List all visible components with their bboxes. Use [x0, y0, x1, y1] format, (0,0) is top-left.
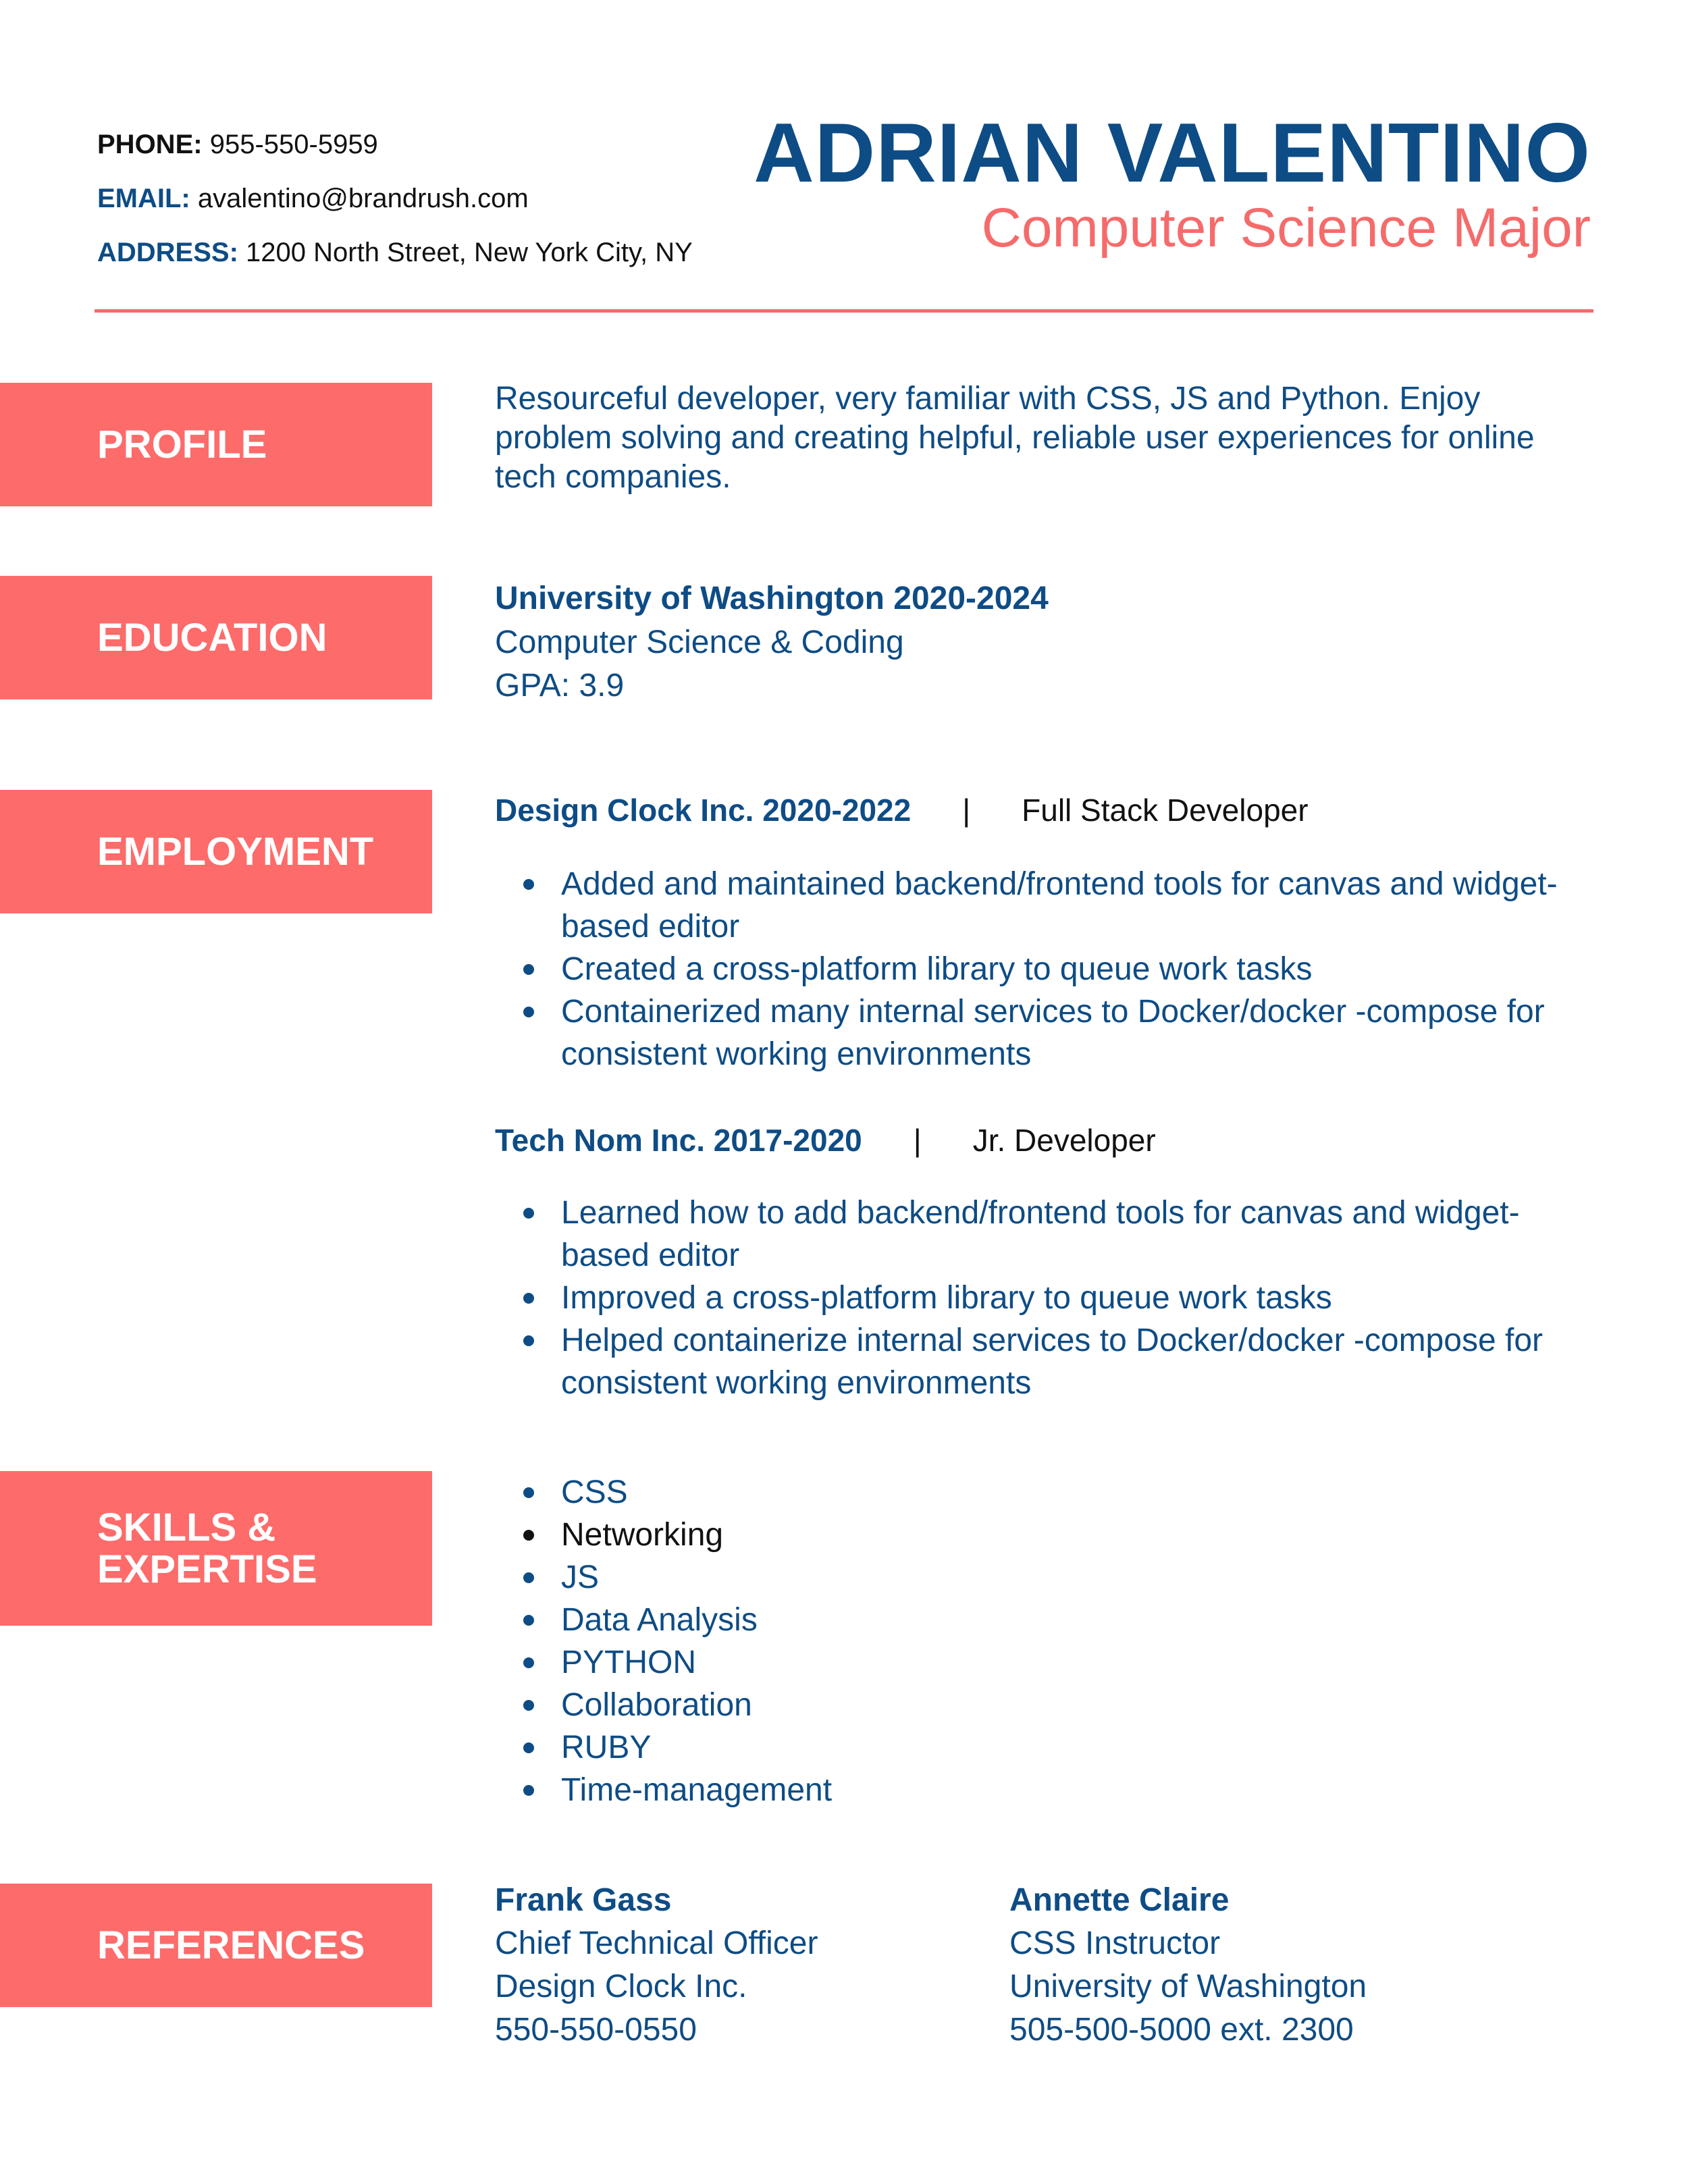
bullet-icon [523, 1530, 534, 1541]
bullet-icon [523, 1785, 534, 1796]
bullet-icon [523, 1208, 534, 1219]
bullet-icon [523, 1335, 534, 1346]
bullet-icon [523, 1487, 534, 1498]
section-label-skills [0, 1471, 432, 1626]
list-item-text: Learned how to add backend/frontend tools for canvas and widget-based editor [561, 1195, 1520, 1273]
skill-item [495, 1684, 1602, 1726]
list-item [495, 990, 1575, 1075]
reference-phone: 550-550-0550 [495, 2012, 697, 2048]
reference-card [495, 1879, 981, 2052]
education-school: University of Washington 2020-2024 [495, 581, 1049, 616]
skill-item [495, 1514, 1602, 1556]
skill-text: Collaboration [561, 1687, 752, 1723]
reference-name: Frank Gass [495, 1882, 672, 1918]
reference-card [1009, 1879, 1590, 2052]
bullet-icon [523, 879, 534, 890]
reference-title: Chief Technical Officer [495, 1925, 818, 1961]
list-item-text: Helped containerize internal services to Docker/docker -compose for consistent working environments [561, 1323, 1543, 1401]
contact-phone [97, 128, 378, 161]
job-header [495, 1121, 1602, 1159]
skill-text: CSS [561, 1474, 628, 1510]
job-role: Full Stack Developer [1022, 793, 1309, 828]
job-header [495, 791, 1602, 829]
contact-address [97, 236, 693, 269]
skill-item [495, 1599, 1602, 1641]
job-role: Jr. Developer [972, 1123, 1156, 1158]
reference-company: University of Washington [1009, 1969, 1367, 2004]
bullet-icon [523, 1007, 534, 1017]
list-item [495, 1192, 1575, 1277]
bullet-icon [523, 1657, 534, 1668]
bullet-icon [523, 1742, 534, 1753]
phone-label: PHONE: [97, 130, 203, 159]
skill-text: Data Analysis [561, 1602, 758, 1638]
job-bullets [495, 1192, 1575, 1404]
skill-text: JS [561, 1560, 600, 1595]
bullet-icon [523, 1615, 534, 1626]
reference-name: Annette Claire [1009, 1882, 1230, 1918]
skills-label: SKILLS & EXPERTISE [97, 1505, 317, 1591]
skill-text: Time-management [561, 1772, 833, 1808]
contact-email [97, 182, 529, 215]
candidate-name: ADRIAN VALENTINO [754, 107, 1591, 200]
job-bullets [495, 863, 1575, 1075]
email-value: avalentino@brandrush.com [197, 184, 529, 213]
section-label-profile [0, 383, 432, 506]
job-separator: | [913, 1123, 922, 1158]
skill-item [495, 1769, 1602, 1811]
list-item-text: Added and maintained backend/frontend tools for canvas and widget-based editor [561, 866, 1558, 944]
list-item [495, 863, 1575, 948]
list-item [495, 1319, 1575, 1404]
job-separator: | [962, 793, 971, 828]
education-label: EDUCATION [97, 615, 327, 660]
address-label: ADDRESS: [97, 238, 238, 267]
list-item-text: Created a cross-platform library to queue work tasks [561, 951, 1313, 987]
skill-text: RUBY [561, 1730, 652, 1765]
references-label: REFERENCES [97, 1923, 365, 1967]
bullet-icon [523, 1293, 534, 1304]
skills-list [495, 1471, 1602, 1811]
list-item-text: Improved a cross-platform library to queue work tasks [561, 1280, 1332, 1316]
address-value: 1200 North Street, New York City, NY [246, 238, 693, 267]
skill-item [495, 1471, 1602, 1514]
job-company: Tech Nom Inc. 2017-2020 [495, 1123, 862, 1158]
bullet-icon [523, 964, 534, 975]
job-company: Design Clock Inc. 2020-2022 [495, 793, 912, 828]
education-gpa: GPA: 3.9 [495, 668, 625, 703]
bullet-icon [523, 1700, 534, 1711]
job-entry [495, 791, 1602, 829]
profile-text: Resourceful developer, very familiar with CSS, JS and Python. Enjoy problem solving and creating helpful, reliable user experiences for online tech companies. [495, 381, 1535, 495]
skill-item [495, 1726, 1602, 1769]
reference-phone: 505-500-5000 ext. 2300 [1009, 2012, 1354, 2048]
reference-title: CSS Instructor [1009, 1925, 1221, 1961]
list-item [495, 948, 1575, 990]
section-label-references [0, 1884, 432, 2007]
section-label-employment [0, 790, 432, 913]
list-item [495, 1277, 1575, 1319]
education-content [495, 577, 1602, 707]
phone-value: 955-550-5959 [209, 130, 378, 159]
skill-item [495, 1556, 1602, 1599]
employment-label: EMPLOYMENT [97, 829, 374, 874]
reference-company: Design Clock Inc. [495, 1969, 747, 2004]
skill-text: PYTHON [561, 1645, 697, 1680]
candidate-title: Computer Science Major [981, 197, 1591, 259]
header-divider [95, 309, 1593, 313]
profile-label: PROFILE [97, 422, 267, 467]
list-item-text: Containerized many internal services to Docker/docker -compose for consistent working environments [561, 994, 1545, 1072]
job-entry [495, 1121, 1602, 1159]
email-label: EMAIL: [97, 184, 190, 213]
skill-text: Networking [561, 1517, 724, 1553]
education-program: Computer Science & Coding [495, 624, 904, 660]
section-label-education [0, 576, 432, 699]
skill-item [495, 1641, 1602, 1684]
bullet-icon [523, 1572, 534, 1583]
